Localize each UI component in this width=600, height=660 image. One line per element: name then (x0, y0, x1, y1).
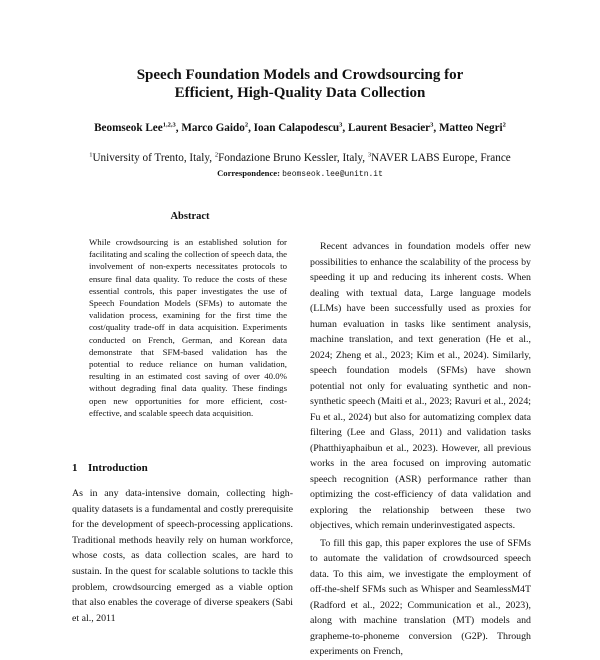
correspondence-label: Correspondence: (217, 168, 280, 178)
paper-title (60, 66, 540, 102)
body-paragraph: To fill this gap, this paper explores the use of SFMs to automate the validation of crowdsourced speech data. To this aim, we investigate the employment of off-the-shelf SFMs such as Whisper and SeamlessM4T (Radford et al., 2022; Communication et al., 2023), along with machine translation (MT) models and grapheme-to-phoneme conversion (G2P). Through experiments on French, (310, 537, 531, 657)
section-number: 1 (72, 462, 78, 474)
author: Matteo Negri$^2$ (438, 121, 506, 134)
introduction-paragraph: As in any data-intensive domain, collecting high-quality datasets is a fundamental and costly prerequisite for the development of speech-processing applications. Traditional methods heavily rely on human workforce, whose costs, as data collection scales, are hard to sustain. In the quest for scalable solutions to tackle this problem, crowdsourcing emerged as a viable option that also enables the coverage of diverse speakers (Sabi et al., 2011 (72, 488, 293, 624)
section-title: Introduction (88, 462, 148, 474)
abstract-text: While crowdsourcing is an established solution for facilitating and scaling the collection of speech data, the involvement of non-experts necessitates protocols to ensure final data quality. To reduce the costs of these essential controls, this paper investigates the use of Speech Foundation Models (SFMs) to automate the validation process, examining for the first time the cost/quality trade-off in data acquisition. Experiments conducted on French, German, and Korean data demonstrate that SFM-based validation has the potential to reduce reliance on human validation, resulting in an estimated cost saving of over 40.0% without degrading final data quality. These findings open new opportunities for more efficient, cost-effective, and scalable speech data acquisition. (89, 237, 287, 418)
title-line-1: Speech Foundation Models and Crowdsourcing for (136, 67, 464, 83)
author: Beomseok Lee$^{1,2,3}$ (94, 121, 176, 134)
section-heading-introduction (72, 462, 292, 474)
title-line-2: Efficient, High-Quality Data Collection (174, 85, 426, 101)
body-paragraph: Recent advances in foundation models offer new possibilities to enhance the scalability of the process by speeding it up and reducing its inherent costs. When dealing with textual data, Large language models (LLMs) have been successfully used as proxies for human evaluation in tasks like sentiment analysis, machine translation, and text generation (He et al., 2024; Zheng et al., 2023; Kim et al., 2024). Similarly, speech foundation models (SFMs) have shown potential not only for evaluating synthetic and non-synthetic speech (Maiti et al., 2023; Ravuri et al., 2024; Fu et al., 2024) but also for automatizing complex data filtering (Lee and Glass, 2011) and validation tasks (Phatthiyaphaibun et al., 2023). However, all previous works in the area focused on improving automatic speech recognition (ASR) performance rather than optimizing the cost-efficiency of data validation and exploring the relationship between these two objectives, which remain underinvestigated aspects. (310, 241, 531, 531)
author: Laurent Besacier$^3$ (348, 121, 434, 134)
abstract-heading: Abstract (170, 211, 210, 222)
affiliations: $^1$University of Trento, Italy, $^2$Fondazione Bruno Kessler, Italy, $^3$NAVER LABS Europe, France (89, 151, 511, 164)
correspondence (100, 168, 500, 180)
right-column (310, 239, 531, 660)
correspondence-email[interactable]: beomseok.lee@unitn.it (282, 170, 383, 179)
author: Marco Gaido$^2$ (181, 121, 249, 134)
author-list: Beomseok Lee$^{1,2,3}$, Marco Gaido$^2$, Ioan Calapodescu$^3$, Laurent Besacier$^3$, Matteo Negri$^2$ (94, 121, 506, 134)
author: Ioan Calapodescu$^3$ (253, 121, 343, 134)
